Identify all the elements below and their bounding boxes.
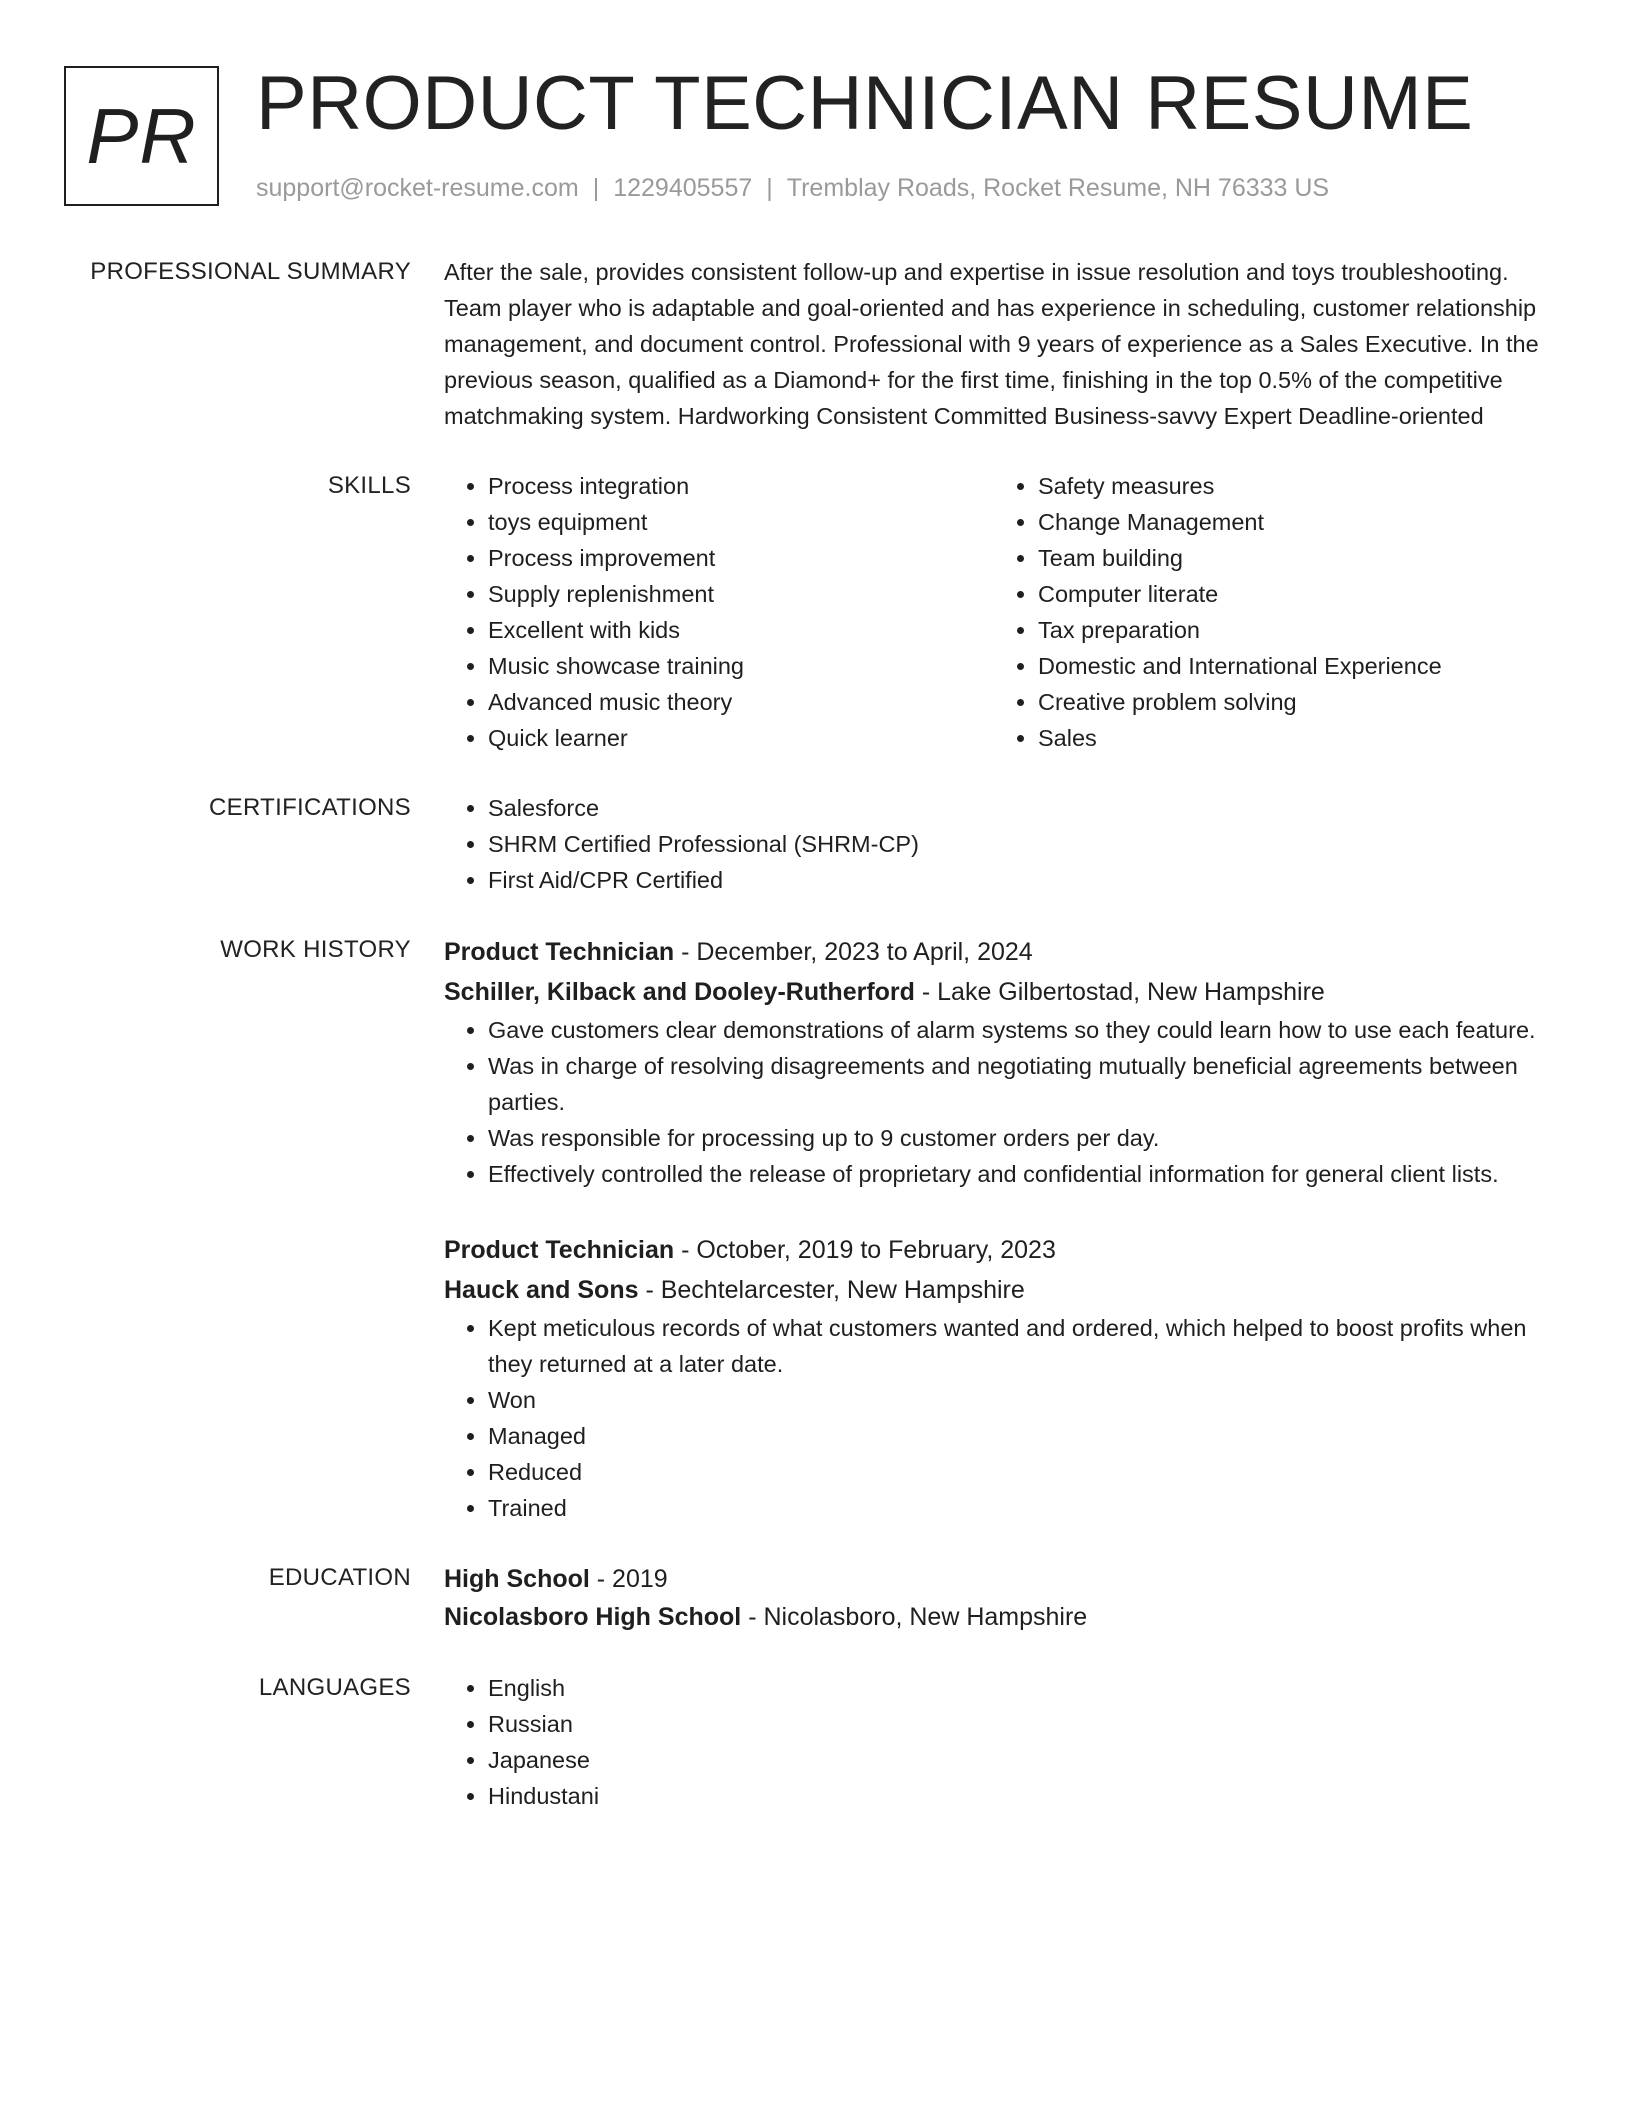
job-duty-item: • Trained [488,1490,1544,1526]
job-location: - Lake Gilbertostad, New Hampshire [914,978,1325,1006]
job-company: Schiller, Kilback and Dooley-Rutherford [444,978,915,1006]
job-duties-list [444,1012,1544,1192]
languages-section [0,1670,1632,1814]
skill-item: • Process integration [488,468,994,504]
skill-item: • Change Management [1038,504,1544,540]
language-item: • Russian [488,1706,1544,1742]
skill-item: • Sales [1038,720,1544,756]
job-duty-item: • Managed [488,1418,1544,1454]
monogram-logo: PR [64,66,219,206]
languages-list [444,1670,1544,1814]
skill-item: • Computer literate [1038,576,1544,612]
education-section [0,1560,1632,1636]
skill-item: • Quick learner [488,720,994,756]
language-item: • Japanese [488,1742,1544,1778]
job-title: Product Technician [444,938,675,966]
job-company-line [444,1270,1544,1310]
job-dates: - October, 2019 to February, 2023 [674,1236,1056,1264]
certification-item: • Salesforce [488,790,1544,826]
skill-item: • toys equipment [488,504,994,540]
work-history-section [0,932,1632,1526]
skills-label: SKILLS [327,472,411,499]
skill-item: • Excellent with kids [488,612,994,648]
summary-text: After the sale, provides consistent follow-up and expertise in issue resolution and toys troubleshooting. Team player who is adaptable and goal-oriented and has experience in scheduling, customer relationship management, and document control. Professional with 9 years of experience as a Sales Executive. In the previous season, qualified as a Diamond+ for the first time, finishing in the top 0.5% of the competitive matchmaking system. Hardworking Consistent Committed Business-savvy Expert Deadline-oriented [444,259,1539,429]
education-school-line [444,1598,1544,1636]
education-label: EDUCATION [268,1564,411,1591]
skill-item: • Music showcase training [488,648,994,684]
skill-item: • Tax preparation [1038,612,1544,648]
skill-item: • Safety measures [1038,468,1544,504]
job-title-line [444,932,1544,972]
job-duty-item: • Effectively controlled the release of proprietary and confidential information for general client lists. [488,1156,1544,1192]
job-entry [444,932,1544,1192]
contact-separator: | [766,174,773,202]
resume-sections [0,254,1632,1848]
job-duties-list [444,1310,1544,1526]
resume-header [64,61,1564,206]
languages-label: LANGUAGES [258,1674,411,1701]
language-item: • English [488,1670,1544,1706]
skills-body [444,468,1544,756]
education-degree-line [444,1560,1544,1598]
contact-email: support@rocket-resume.com [256,174,579,202]
job-company: Hauck and Sons [444,1276,639,1304]
skill-item: • Advanced music theory [488,684,994,720]
languages-body [444,1670,1544,1814]
skill-item: • Supply replenishment [488,576,994,612]
job-duty-item: • Was in charge of resolving disagreements and negotiating mutually beneficial agreements between parties. [488,1048,1544,1120]
skills-list-left [444,468,994,756]
work-history-label: WORK HISTORY [220,936,411,963]
job-title: Product Technician [444,1236,675,1264]
summary-section [0,254,1632,434]
contact-address: Tremblay Roads, Rocket Resume, NH 76333 US [786,174,1330,202]
education-location: - Nicolasboro, New Hampshire [741,1603,1088,1631]
certifications-list [444,790,1544,898]
skill-item: • Process improvement [488,540,994,576]
job-entry [444,1230,1544,1526]
education-degree: High School [444,1565,590,1593]
job-duty-item: • Won [488,1382,1544,1418]
summary-body [444,254,1544,434]
contact-phone: 1229405557 [613,174,753,202]
contact-separator: | [592,174,600,202]
certifications-body [444,790,1544,898]
job-duty-item: • Reduced [488,1454,1544,1490]
skill-item: • Domestic and International Experience [1038,648,1544,684]
summary-label: PROFESSIONAL SUMMARY [90,258,411,285]
skill-item: • Team building [1038,540,1544,576]
job-dates: - December, 2023 to April, 2024 [674,938,1033,966]
certification-item: • SHRM Certified Professional (SHRM-CP) [488,826,1544,862]
certification-item: • First Aid/CPR Certified [488,862,1544,898]
contact-line [256,174,1329,203]
job-duty-item: • Gave customers clear demonstrations of alarm systems so they could learn how to use each feature. [488,1012,1544,1048]
job-location: - Bechtelarcester, New Hampshire [638,1276,1025,1304]
language-item: • Hindustani [488,1778,1544,1814]
job-title-line [444,1230,1544,1270]
work-history-body [444,932,1544,1526]
skill-item: • Creative problem solving [1038,684,1544,720]
education-school: Nicolasboro High School [444,1603,742,1631]
skills-columns [444,468,1544,756]
certifications-label: CERTIFICATIONS [209,794,411,821]
job-company-line [444,972,1544,1012]
certifications-section [0,790,1632,898]
job-duty-item: • Was responsible for processing up to 9 customer orders per day. [488,1120,1544,1156]
skills-section [0,468,1632,756]
education-body [444,1560,1544,1636]
education-year: - 2019 [589,1565,668,1593]
skills-list-right [994,468,1544,756]
job-duty-item: • Kept meticulous records of what customers wanted and ordered, which helped to boost profits when they returned at a later date. [488,1310,1544,1382]
page-title: PRODUCT TECHNICIAN RESUME [256,61,1474,146]
